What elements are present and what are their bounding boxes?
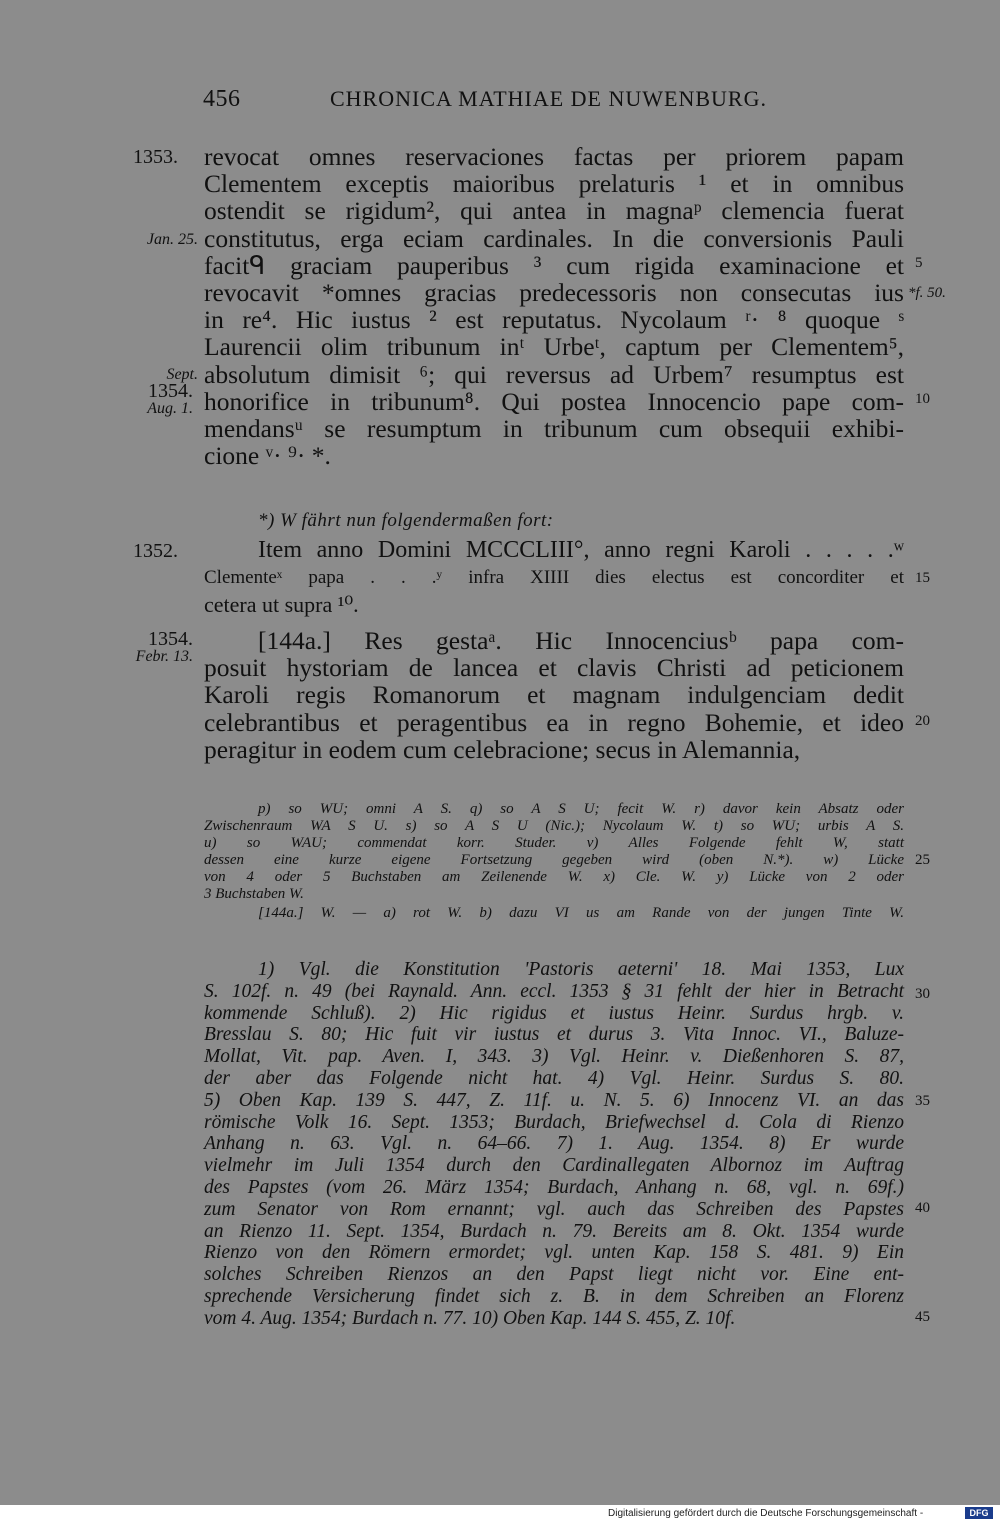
note-intro: *) W fährt nun folgendermaßen fort: [258,510,554,531]
margin-year-1354-b: 1354. [148,628,193,650]
text-line: peragitur in eodem cum celebracione; secus in Alemannia, [204,734,801,764]
footnote-line: Rienzo von den Römern ermordet; vgl. unten Kap. 158 S. 481. 9) Ein [204,1242,904,1264]
margin-date-sept: Sept. [166,366,198,383]
text-line: celebrantibus et peragentibus ea in regno Bohemie, et ideo [204,707,904,737]
margin-year-1352: 1352. [133,540,178,562]
footnote-line: römische Volk 16. Sept. 1353; Burdach, Briefwechsel d. Cola di Rienzo [204,1111,904,1133]
footnote-line: sprechende Versicherung findet sich z. B. in dem Schreiben an Florenz [204,1285,904,1307]
text-line: cetera ut supra ¹⁰. [204,592,359,618]
margin-year-1353: 1353. [133,146,178,168]
line-number-30: 30 [915,986,930,1002]
line-number-40: 40 [915,1200,930,1216]
line-number-25: 25 [915,852,930,868]
text-line: Item anno Domini MCCCLIII°, anno regni Karoli . . . . .ʷ [258,537,904,563]
margin-date-jan25: Jan. 25. [146,231,198,248]
text-line: absolutum dimisit ⁶; qui reversus ad Urbem⁷ resumptus est [204,359,904,389]
alternative-text [204,537,904,619]
footnote-line: 1) Vgl. die Konstitution 'Pastoris aeterni' 18. Mai 1353, Lux [258,959,904,980]
critical-apparatus [204,801,904,903]
apparatus-line: u) so WAU; commendat korr. Studer. v) Alles Folgende fehlt W, statt [204,835,904,851]
line-number-20: 20 [915,713,930,729]
apparatus-line: von 4 oder 5 Buchstaben am Zeilenende W. x) Cle. W. y) Lücke von 2 oder [204,869,904,885]
footnote-line: kommende Schluß). 2) Hic rigidus et iustus Heinr. Surdus hrgb. v. [204,1002,904,1024]
text-line: facitᑫ graciam pauperibus ³ cum rigida examinacione et [204,250,904,280]
page-number: 456 [203,86,241,112]
text-line: mendansᵘ se resumptum in tribunum cum obsequii exhibi- [204,413,904,443]
line-number-5: 5 [915,255,923,271]
apparatus-line: p) so WU; omni A S. q) so A S U; fecit W. r) davor kein Absatz oder [258,801,904,817]
text-line: Laurencii olim tribunum inᵗ Urbeᵗ, captum per Clementem⁵, [204,332,904,362]
line-number-45: 45 [915,1309,930,1325]
margin-year-1354: 1354. [148,380,193,402]
apparatus-line: [144a.] W. — a) rot W. b) dazu VI us am Rande von der jungen Tinte W. [258,905,904,921]
footnotes [204,959,904,1330]
footnote-line: des Papstes (vom 26. März 1354; Burdach, Anhang n. 68, vgl. n. 69f.) [204,1176,904,1198]
apparatus-line: 3 Buchstaben W. [204,886,304,902]
text-line: [144a.] Res gestaᵃ. Hic Innocenciusᵇ papa com- [258,626,904,655]
footnote-line: 5) Oben Kap. 139 S. 447, Z. 11f. u. N. 5. 6) Innocenz VI. an das [204,1089,904,1111]
res-gesta-text [204,627,904,763]
line-number-35: 35 [915,1093,930,1109]
text-line: in re⁴. Hic iustus ² est reputatus. Nycolaum ʳ· ⁸ quoque ˢ [204,305,904,335]
footnote-line: Mollat, Vit. pap. Aven. I, 343. 3) Vgl. Heinr. v. Dießenhoren S. 87, [204,1046,904,1068]
folio-marker: *f. 50. [908,285,946,301]
text-line: revocavit *omnes gracias predecessoris non consecutas ius [204,277,904,307]
digitization-credit: Digitalisierung gefördert durch die Deutsche Forschungsgemeinschaft - [608,1508,924,1519]
line-number-10: 10 [915,391,930,407]
text-line: honorifice in tribunum⁸. Qui postea Innocencio pape com- [204,386,904,416]
apparatus-line: dessen eine kurze eigene Fortsetzung gegeben wird (oben N.*). w) Lücke [204,852,904,868]
dfg-logo: DFG [965,1507,993,1519]
running-title: CHRONICA MATHIAE DE NUWENBURG. [330,86,767,111]
footnote-line: solches Schreiben Rienzos an den Papst liegt nicht vor. Eine ent- [204,1264,904,1286]
line-number-15: 15 [915,570,930,586]
margin-date-aug1: Aug. 1. [147,400,193,417]
text-line: cione ᵛ· ⁹· *. [204,441,331,471]
text-line: constitutus, erga eciam cardinales. In die conversionis Pauli [204,223,904,253]
text-line: Clementem exceptis maioribus prelaturis ¹ et in omnibus [204,169,904,199]
text-line: revocat omnes reservaciones factas per priorem papam [204,142,904,171]
footnote-line: an Rienzo 11. Sept. 1354, Burdach n. 79. Bereits am 8. Okt. 1354 wurde [204,1220,904,1242]
footnote-line: der aber das Folgende nicht hat. 4) Vgl. Heinr. Surdus S. 80. [204,1067,904,1089]
critical-apparatus-144 [204,905,904,922]
text-line: ostendit se rigidum², qui antea in magnaᵖ clemencia fuerat [204,196,904,226]
footnote-line: vom 4. Aug. 1354; Burdach n. 77. 10) Oben Kap. 144 S. 455, Z. 10f. [204,1307,736,1329]
footnote-line: S. 102f. n. 49 (bei Raynald. Ann. eccl. 1353 § 31 fehlt der hier in Betracht [204,980,904,1002]
footnote-line: Bresslau S. 80; Hic fuit vir iustus et durus 3. Vita Innoc. VI., Baluze- [204,1024,904,1046]
text-line: posuit hystoriam de lancea et clavis Christi ad peticionem [204,653,904,683]
apparatus-line: Zwischenraum WA S U. s) so A S U (Nic.); Nycolaum W. t) so WU; urbis A S. [204,818,904,834]
margin-date-febr13: Febr. 13. [135,648,193,665]
main-text [204,143,904,469]
footnote-line: zum Senator von Rom ernannt; vgl. auch das Schreiben des Papstes [204,1198,904,1220]
text-line: Karoli regis Romanorum et magnam indulgenciam dedit [204,680,904,710]
footnote-line: Anhang n. 63. Vgl. n. 64–66. 7) 1. Aug. 1354. 8) Er wurde [204,1133,904,1155]
text-line: Clementeˣ papa . . .ʸ infra XIIII dies electus est concorditer et [204,567,904,589]
footnote-line: vielmehr im Juli 1354 durch den Cardinallegaten Albornoz im Auftrag [204,1155,904,1177]
